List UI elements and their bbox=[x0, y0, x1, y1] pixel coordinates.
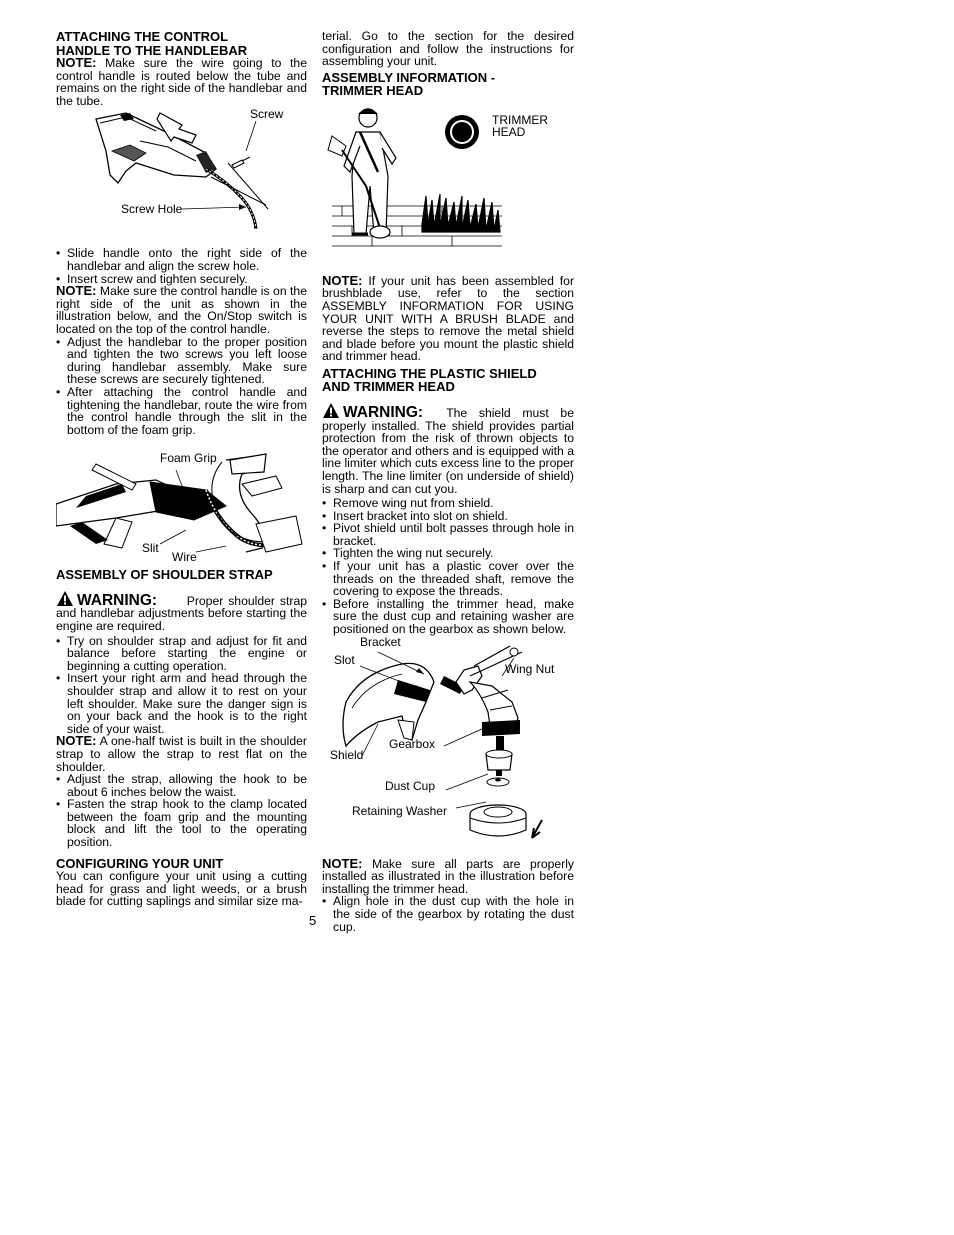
list-item: • Adjust the strap, allowing the hook to be about 6 inches below the waist. bbox=[56, 773, 307, 798]
note-parts-installed: NOTE: Make sure all parts are properly installed as illustrated in the illustration before installing the trimmer head. bbox=[322, 855, 575, 896]
list-item: • Insert screw and tighten securely. bbox=[56, 273, 307, 286]
figure-foam-grip bbox=[56, 444, 307, 564]
configuring-text: You can configure your unit using a cutting head for grass and light weeds, or a brush blade for cutting saplings and similar size ma- bbox=[56, 869, 307, 909]
section-heading-shoulder-strap: ASSEMBLY OF SHOULDER STRAP bbox=[56, 567, 273, 583]
label-foam-grip: Foam Grip bbox=[160, 451, 217, 466]
right-column bbox=[322, 30, 574, 933]
bullet-list-handlebar bbox=[56, 336, 307, 437]
left-column bbox=[56, 30, 307, 908]
note-brushblade: NOTE: If your unit has been assembled for brushblade use, refer to the section ASSEMBLY INFORMATION FOR USING YOUR UNIT WITH A BRUSH BLADE and reverse the steps to remove the metal shield and blade before you mount the plastic shield and trimmer head. bbox=[322, 272, 575, 364]
configuring-text-continued: terial. Go to the section for the desired configuration and follow the instructions for assembling your unit. bbox=[322, 29, 574, 69]
list-item: • After attaching the control handle and tightening the handlebar, route the wire from the control handle through the slit in the bottom of the foam grip. bbox=[56, 386, 307, 436]
section-heading-assembly-trimmer: ASSEMBLY INFORMATION - TRIMMER HEAD bbox=[322, 69, 496, 99]
label-retaining-washer: Retaining Washer bbox=[352, 803, 447, 818]
warning-triangle-icon bbox=[322, 402, 340, 419]
section-heading-plastic-shield: ATTACHING THE PLASTIC SHIELD AND TRIMMER HEAD bbox=[322, 365, 537, 395]
label-slit: Slit bbox=[142, 541, 159, 556]
label-trimmer-head: TRIMMER HEAD bbox=[492, 112, 548, 139]
bullet-list-shield bbox=[322, 497, 574, 636]
warning-shoulder-strap: WARNING: Proper shoulder strap and handlebar adjustments before starting the engine are required. bbox=[56, 591, 307, 633]
bullet-list-shoulder-strap bbox=[56, 635, 307, 736]
label-screw: Screw bbox=[250, 107, 284, 122]
list-item: • Remove wing nut from shield. bbox=[322, 497, 574, 510]
label-wire: Wire bbox=[172, 550, 197, 565]
section-heading-configuring: CONFIGURING YOUR UNIT bbox=[56, 855, 224, 871]
list-item: • Adjust the handlebar to the proper position and tighten the two screws you left loose during handlebar assembly. Make sure these screws are securely tightened. bbox=[56, 336, 307, 386]
list-item: • Align hole in the dust cup with the hole in the side of the gearbox by rotating the dust cup. bbox=[322, 895, 574, 933]
label-bracket: Bracket bbox=[360, 634, 401, 649]
list-item: • Slide handle onto the right side of the handlebar and align the screw hole. bbox=[56, 247, 307, 272]
note-wire-routing: NOTE: Make sure the wire going to the control handle is routed below the tube and remains on the right side of the handlebar and the tube. bbox=[56, 55, 307, 108]
label-wing-nut: Wing Nut bbox=[505, 661, 555, 676]
list-item: • Insert bracket into slot on shield. bbox=[322, 510, 574, 523]
label-screw-hole: Screw Hole bbox=[121, 202, 183, 217]
warning-triangle-icon bbox=[56, 590, 74, 607]
bullet-list-dust-cup bbox=[322, 895, 574, 933]
list-item: • Insert your right arm and head through the shoulder strap and allow it to rest on your left shoulder. Make sure the danger sign is on your back and the hook is to the right side of your waist. bbox=[56, 672, 307, 735]
figure-control-handle bbox=[56, 107, 307, 245]
list-item: • Pivot shield until bolt passes through hole in bracket. bbox=[322, 522, 574, 547]
bullet-list-strap-hook bbox=[56, 773, 307, 849]
label-dust-cup: Dust Cup bbox=[385, 778, 436, 793]
figure-operator-trimmer bbox=[322, 106, 574, 266]
label-shield: Shield bbox=[330, 747, 364, 762]
section-heading-control-handle: ATTACHING THE CONTROL HANDLE TO THE HANDLEBAR bbox=[56, 29, 248, 58]
page-number: 5 bbox=[309, 913, 317, 928]
list-item: • Try on shoulder strap and adjust for fit and balance before starting the engine or beginning a cutting operation. bbox=[56, 635, 307, 673]
list-item: • Fasten the strap hook to the clamp located between the foam grip and the mounting block and lift the tool to the operating position. bbox=[56, 798, 307, 848]
list-item: • Before installing the trimmer head, make sure the dust cup and retaining washer are positioned on the gearbox as shown below. bbox=[322, 598, 574, 636]
warning-shield: WARNING: The shield must be properly installed. The shield provides partial protection from the risk of thrown objects to the operator and others and is equipped with a line limiter which cuts excess line to the proper length. The line limiter (on underside of shield) is sharp and can cut you. bbox=[322, 403, 574, 496]
note-control-handle-position: NOTE: Make sure the control handle is on the right side of the unit as shown in the illustration below, and the On/Stop switch is located on the top of the control handle. bbox=[56, 283, 307, 336]
list-item: • If your unit has a plastic cover over the threads on the threaded shaft, remove the covering to expose the threads. bbox=[322, 560, 574, 598]
figure-shield-assembly bbox=[322, 634, 574, 854]
label-slot: Slot bbox=[334, 652, 355, 667]
note-half-twist: NOTE: A one-half twist is built in the shoulder strap to allow the strap to rest flat on the shoulder. bbox=[56, 733, 307, 774]
label-gearbox: Gearbox bbox=[389, 736, 436, 751]
list-item: • Tighten the wing nut securely. bbox=[322, 547, 574, 560]
control-handle-illustration bbox=[56, 111, 307, 245]
bullet-list-slide-handle bbox=[56, 247, 307, 285]
